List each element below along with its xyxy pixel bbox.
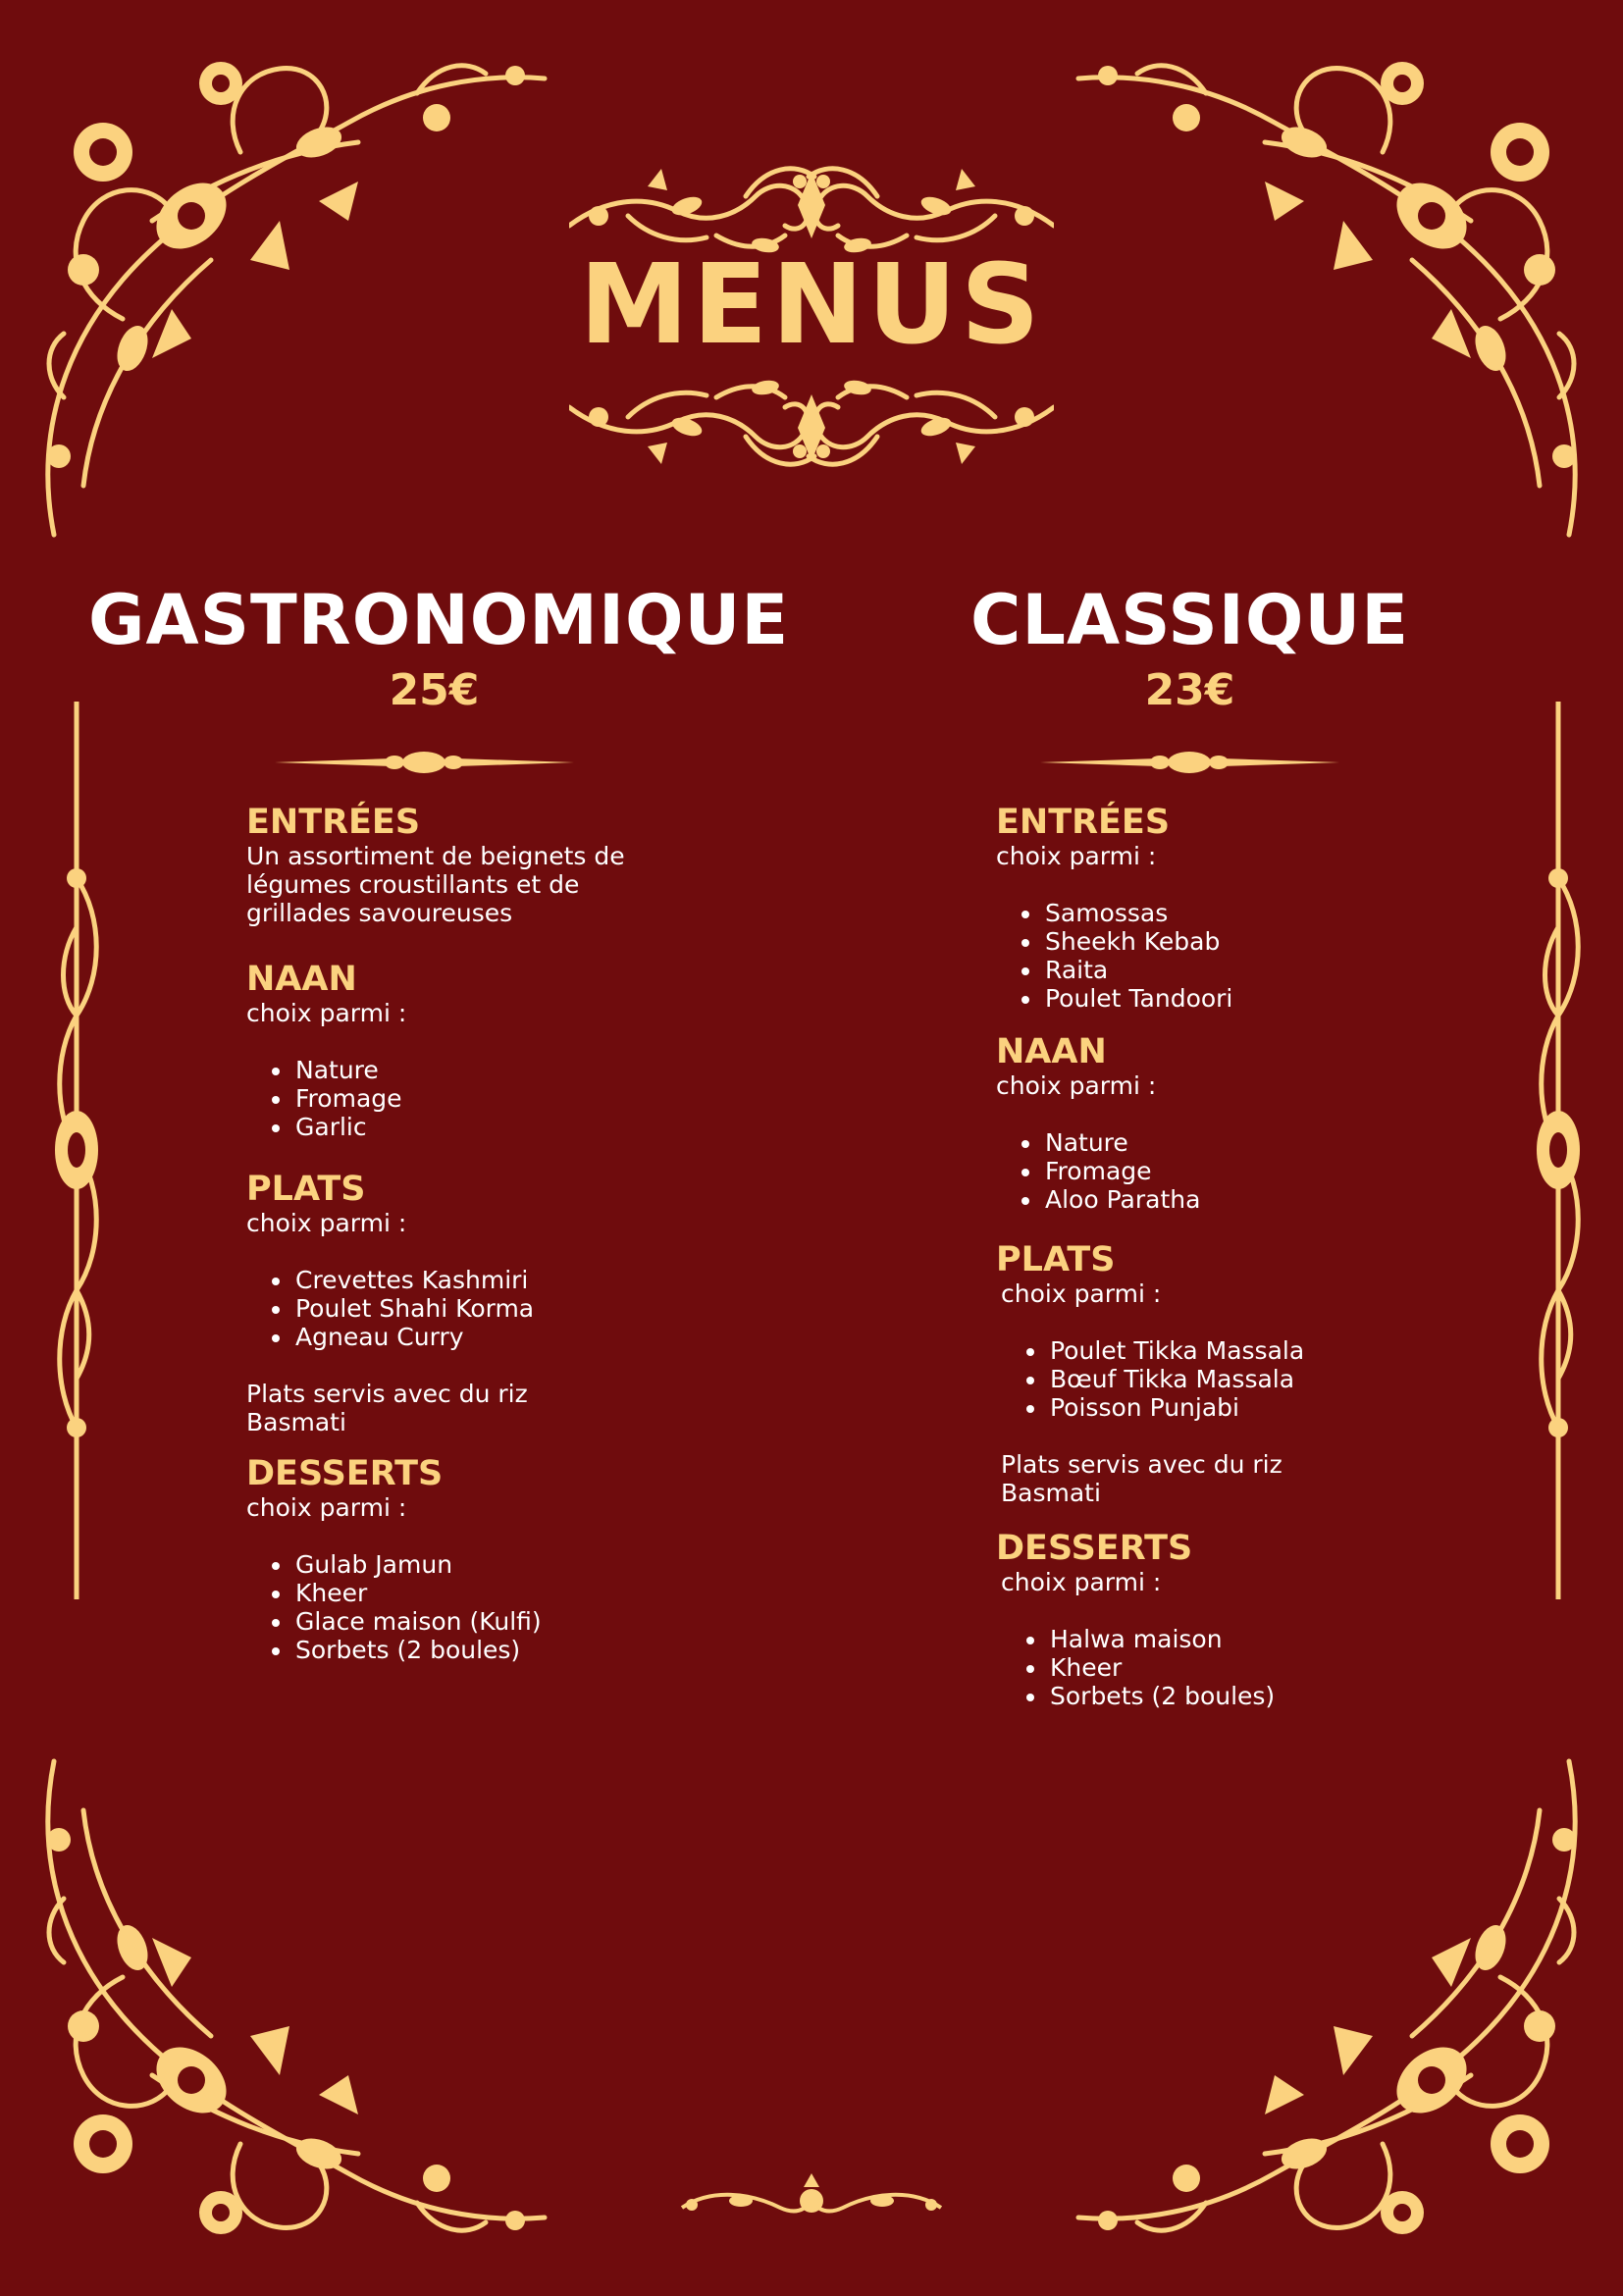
section-title: PLATS [996,1240,1116,1279]
side-ornament-left [49,702,108,1599]
list-item: • Poulet Tandoori [1043,984,1408,1013]
section-title: NAAN [996,1032,1107,1071]
list-item: • Sheekh Kebab [1043,927,1408,956]
section-intro: choix parmi : [996,1071,1157,1101]
list-item: • Poulet Shahi Korma [293,1294,658,1323]
section-note: Plats servis avec du riz Basmati [246,1380,528,1437]
list-item: • Nature [1043,1128,1408,1157]
section-intro: choix parmi : [246,1493,407,1523]
list-item: • Kheer [1048,1653,1408,1682]
list-item: • Nature [293,1056,658,1084]
section-naan-gastronomique [246,960,658,1141]
list-item: • Sorbets (2 boules) [293,1636,658,1664]
section-note: Plats servis avec du riz Basmati [1001,1450,1283,1508]
list-item: • Halwa maison [1048,1625,1408,1653]
divider-gastronomique [275,748,574,777]
list-item: • Garlic [293,1113,658,1141]
list-item: • Crevettes Kashmiri [293,1266,658,1294]
menu-price-classique: 23€ [1144,665,1235,715]
section-title: ENTRÉES [246,803,421,842]
section-intro: choix parmi : [1001,1279,1162,1309]
section-desserts-gastronomique [246,1454,658,1664]
section-intro: choix parmi : [1001,1568,1162,1597]
page-title: MENUS [579,241,1044,369]
side-ornament-right [1531,702,1590,1599]
list-item: • Fromage [293,1084,658,1113]
list-item: • Poulet Tikka Massala [1048,1336,1408,1365]
divider-classique [1040,748,1339,777]
list-item: • Poisson Punjabi [1048,1393,1408,1422]
section-entrees-classique [996,803,1408,1013]
section-plats-classique [996,1240,1408,1507]
section-title: DESSERTS [246,1454,444,1493]
list-item: • Fromage [1043,1157,1408,1185]
section-title: DESSERTS [996,1529,1193,1568]
section-desserts-classique [996,1529,1408,1710]
section-plats-gastronomique [246,1170,658,1436]
menu-name-gastronomique: GASTRONOMIQUE [88,580,790,660]
list-item: • Samossas [1043,899,1408,927]
list-item: • Glace maison (Kulfi) [293,1607,658,1636]
section-intro: choix parmi : [246,999,407,1028]
section-title: NAAN [246,960,357,999]
list-item: • Aloo Paratha [1043,1185,1408,1214]
section-intro: choix parmi : [246,1209,407,1238]
list-item: • Raita [1043,956,1408,984]
list-item: • Gulab Jamun [293,1550,658,1579]
section-entrees-gastronomique [246,803,658,927]
list-item: • Bœuf Tikka Massala [1048,1365,1408,1393]
menu-price-gastronomique: 25€ [389,665,480,715]
section-title: ENTRÉES [996,803,1171,842]
list-item: • Agneau Curry [293,1323,658,1351]
list-item: • Kheer [293,1579,658,1607]
section-intro: choix parmi : [996,842,1157,871]
section-description: Un assortiment de beignets de légumes croustillants et de grillades savoureuses [246,842,625,928]
section-title: PLATS [246,1170,366,1209]
title-flourish-bottom [569,378,1054,471]
menu-name-classique: CLASSIQUE [969,580,1410,660]
list-item: • Sorbets (2 boules) [1048,1682,1408,1710]
section-naan-classique [996,1032,1408,1214]
bottom-center-ornament [672,2173,951,2232]
corner-ornament-bottom-right [1059,1742,1598,2271]
corner-ornament-bottom-left [25,1742,564,2271]
